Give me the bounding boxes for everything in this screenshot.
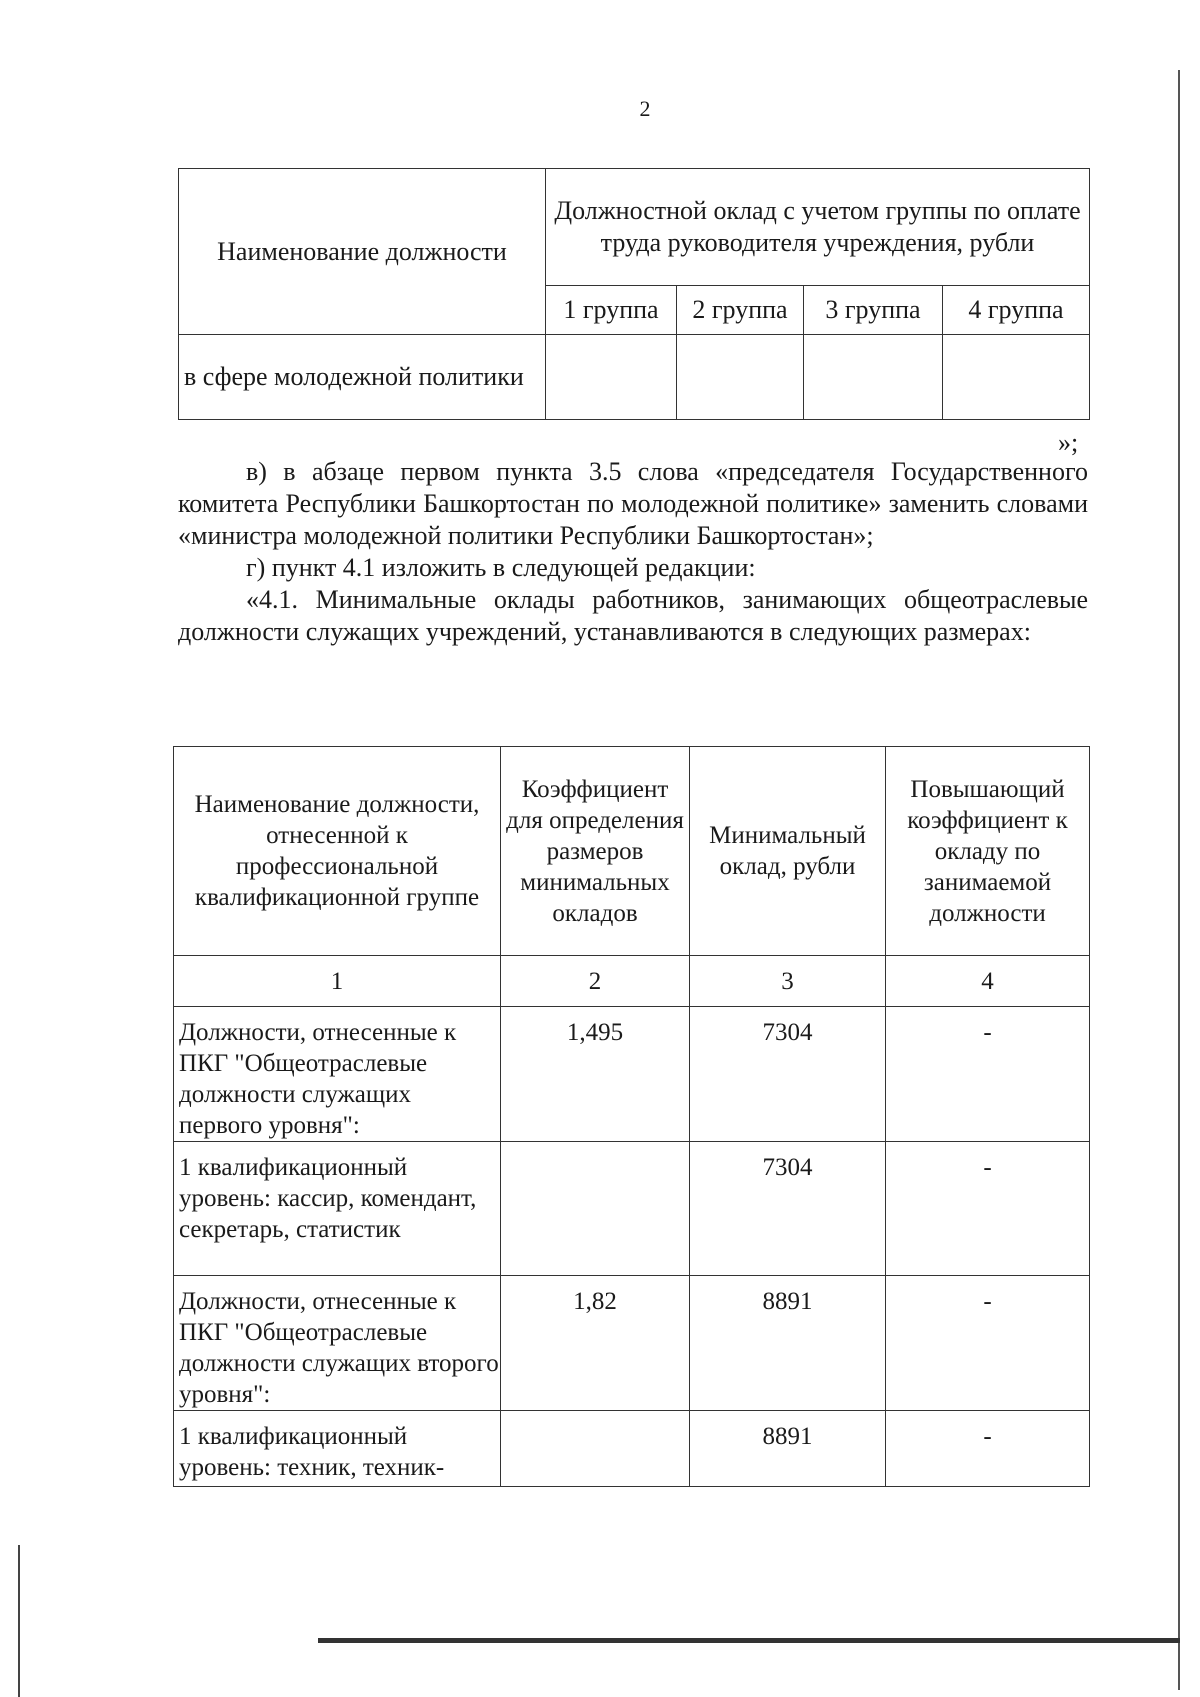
table-row xyxy=(174,1142,1090,1276)
paragraph-g: г) пункт 4.1 изложить в следующей редакции: xyxy=(246,553,756,582)
row-raise: - xyxy=(886,1411,1090,1487)
header-minimal-salary: Минимальный оклад, рубли xyxy=(690,747,886,956)
header-raise-coefficient: Повышающий коэффициент к окладу по занимаемой должности xyxy=(886,747,1090,956)
group-2-header: 2 группа xyxy=(677,286,804,335)
table-cell-empty xyxy=(677,335,804,420)
row-position-name: Должности, отнесенные к ПКГ "Общеотраслевые должности служащих первого уровня": xyxy=(174,1007,501,1142)
row-position-name: 1 квалификационный уровень: кассир, комендант, секретарь, статистик xyxy=(174,1142,501,1276)
table-cell-empty xyxy=(943,335,1090,420)
paragraph-4-1: «4.1. Минимальные оклады работников, занимающих общеотраслевые должности служащих учреждений, устанавливаются в следующих размерах: xyxy=(178,585,1088,646)
scan-artifact-bar xyxy=(318,1638,1180,1643)
column-number: 2 xyxy=(501,956,690,1007)
closing-quote: »; xyxy=(1058,428,1079,457)
table-row xyxy=(174,1411,1090,1487)
row-salary: 7304 xyxy=(690,1007,886,1142)
column-number: 1 xyxy=(174,956,501,1007)
column-number: 3 xyxy=(690,956,886,1007)
row-salary: 8891 xyxy=(690,1276,886,1411)
row-coefficient: 1,82 xyxy=(501,1276,690,1411)
body-text xyxy=(178,456,1088,648)
row-salary: 8891 xyxy=(690,1411,886,1487)
row-coefficient: 1,495 xyxy=(501,1007,690,1142)
table-row xyxy=(174,1276,1090,1411)
row-coefficient xyxy=(501,1142,690,1276)
row-position-name: 1 квалификационный уровень: техник, техник- xyxy=(174,1411,501,1487)
row-position-name: Должности, отнесенные к ПКГ "Общеотраслевые должности служащих второго уровня": xyxy=(174,1276,501,1411)
table-row-label: в сфере молодежной политики xyxy=(179,335,546,420)
table-cell-empty xyxy=(804,335,943,420)
group-3-header: 3 группа xyxy=(804,286,943,335)
table-cell-empty xyxy=(546,335,677,420)
row-raise: - xyxy=(886,1007,1090,1142)
page-number: 2 xyxy=(639,96,651,121)
salary-group-table xyxy=(178,168,1090,420)
group-1-header: 1 группа xyxy=(546,286,677,335)
row-raise: - xyxy=(886,1276,1090,1411)
header-position-group: Наименование должности, отнесенной к профессиональной квалификационной группе xyxy=(174,747,501,956)
header-coefficient: Коэффициент для определения размеров минимальных окладов xyxy=(501,747,690,956)
scan-edge-right xyxy=(1178,70,1180,1690)
header-salary-by-group: Должностной оклад с учетом группы по оплате труда руководителя учреждения, рубли xyxy=(546,169,1090,286)
header-position-name: Наименование должности xyxy=(179,169,546,335)
column-number: 4 xyxy=(886,956,1090,1007)
row-salary: 7304 xyxy=(690,1142,886,1276)
table-row xyxy=(174,1007,1090,1142)
row-coefficient xyxy=(501,1411,690,1487)
group-4-header: 4 группа xyxy=(943,286,1090,335)
minimal-salary-table xyxy=(173,746,1090,1487)
paragraph-v: в) в абзаце первом пункта 3.5 слова «председателя Государственного комитета Республики Башкортостан по молодежной политике» заменить словами «министра молодежной политики Республики Башкортостан»; xyxy=(178,457,1088,550)
scan-edge-left xyxy=(18,1545,20,1697)
row-raise: - xyxy=(886,1142,1090,1276)
